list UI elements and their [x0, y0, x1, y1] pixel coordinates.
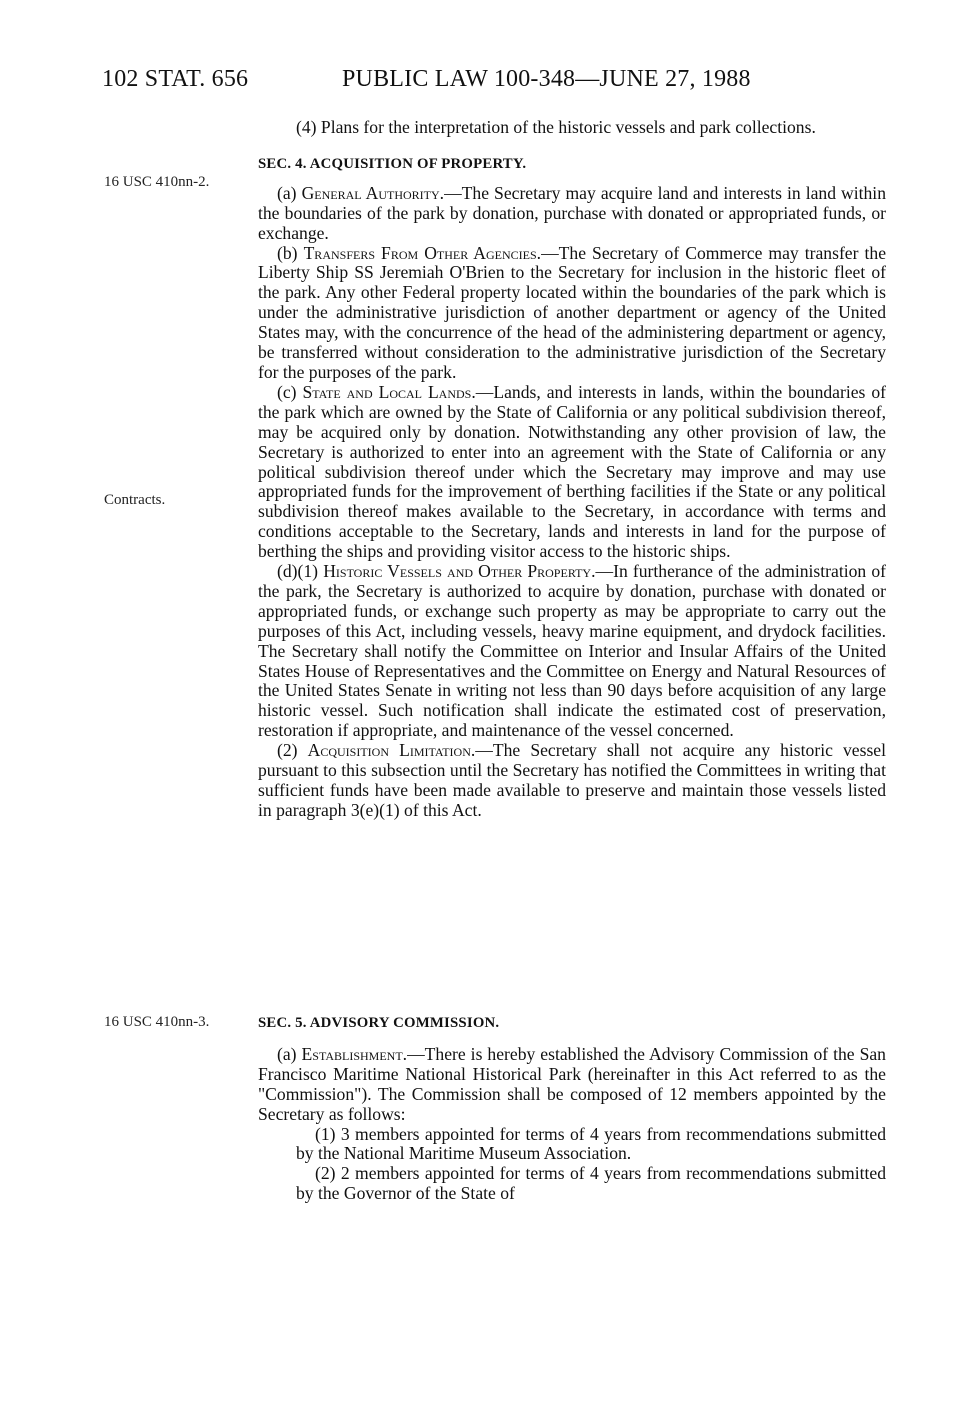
stat-page-number: 102 STAT. 656 [102, 66, 249, 92]
sec5-item-1: (1) 3 members appointed for terms of 4 years from recommendations submitted by the National Maritime Museum Association. [296, 1123, 886, 1164]
body-text-lower [258, 1014, 886, 1204]
para-text: —In furtherance of the administration of the park, the Secretary is authorized to acquire by donation, purchase with donated or appropriated funds, or exchange such property as may be appropriate to carry out the purposes of this Act, including vessels, heavy marine equipment, and drydock facilities. The Secretary shall notify the Committee on Interior and Insular Affairs of the United States House of Representatives and the Committee on Energy and Natural Resources of the United States Senate in writing not less than 90 days before acquisition of any large historic vessel. Such notification shall indicate the estimated cost of preservation, restoration if appropriate, and maintenance of the vessel concerned. [258, 561, 887, 741]
sec4-para-c [258, 383, 886, 562]
para-text: —The Secretary may acquire land and interests in land within the boundaries of the park by donation, purchase with donated or appropriated funds, or exchange. [258, 182, 886, 243]
para-label: (d)(1) [277, 561, 324, 582]
para-text: —Lands, and interests in lands, within the boundaries of the park which are owned by the State of California or any political subdivision thereof, may be acquired only by donation. Notwithstanding any other provision of law, the Secretary is authorized to enter into an agreement with the State of California or any political subdivision thereof under which the Secretary may improve and may use appropriated funds for the improvement of berthing facilities if the State or any political subdivision thereof makes available to the Secretary, in accordance with terms and conditions acceptable to the Secretary, lands and interests in land for the purpose of berthing the ships and providing visitor access to the historic ships. [258, 381, 886, 562]
public-law-title: PUBLIC LAW 100-348—JUNE 27, 1988 [342, 66, 751, 92]
item-4-plans: (4) Plans for the interpretation of the historic vessels and park collections. [296, 117, 816, 137]
sec4-heading: SEC. 4. ACQUISITION OF PROPERTY. [258, 155, 527, 172]
para-title: General Authority. [301, 182, 445, 203]
sec5-item-2: (2) 2 members appointed for terms of 4 years from recommendations submitted by the Governor of the State of [296, 1163, 886, 1204]
para-label: (b) [277, 242, 304, 263]
para-label: (2) [277, 740, 308, 761]
para-title: Transfers From Other Agencies. [303, 242, 542, 263]
para-title: Acquisition Limitation. [307, 740, 476, 761]
para-title: Establishment. [301, 1043, 408, 1064]
margin-note-contracts: Contracts. [104, 492, 166, 508]
sec4-para-d2 [258, 741, 886, 821]
body-text-upper [258, 118, 886, 821]
margin-note-sec5: 16 USC 410nn-3. [104, 1014, 210, 1030]
para-title: State and Local Lands. [302, 381, 476, 402]
sec4-para-d1 [258, 562, 886, 741]
para-title: Historic Vessels and Other Property. [323, 561, 596, 582]
para-label: (c) [277, 381, 303, 402]
sec4-para-b [258, 244, 886, 383]
para-label: (a) [277, 182, 302, 203]
para-text: —There is hereby established the Advisory Commission of the San Francisco Maritime National Historical Park (hereinafter in this Act referred to as the "Commission"). The Commission shall be composed of 12 members appointed by the Secretary as follows: [258, 1043, 886, 1124]
para-text: —The Secretary shall not acquire any historic vessel pursuant to this subsection until the Secretary has notified the Committees in writing that sufficient funds have been made available to preserve and maintain those vessels listed in paragraph 3(e)(1) of this Act. [258, 740, 886, 820]
sec4-para-a [258, 184, 886, 244]
sec5-heading: SEC. 5. ADVISORY COMMISSION. [258, 1015, 500, 1031]
margin-note-sec4: 16 USC 410nn-2. [104, 174, 210, 190]
para-text: —The Secretary of Commerce may transfer the Liberty Ship SS Jeremiah O'Brien to the Secretary for inclusion in the historic fleet of the park. Any other Federal property located within the boundaries of the park which is under the administrative jurisdiction of another department or agency of the United States may, with the concurrence of the head of the administering department or agency, be transferred without consideration to the administrative jurisdiction of the Secretary for the purposes of the park. [258, 242, 887, 382]
sec5-para-a [258, 1045, 886, 1125]
para-label: (a) [277, 1043, 302, 1064]
